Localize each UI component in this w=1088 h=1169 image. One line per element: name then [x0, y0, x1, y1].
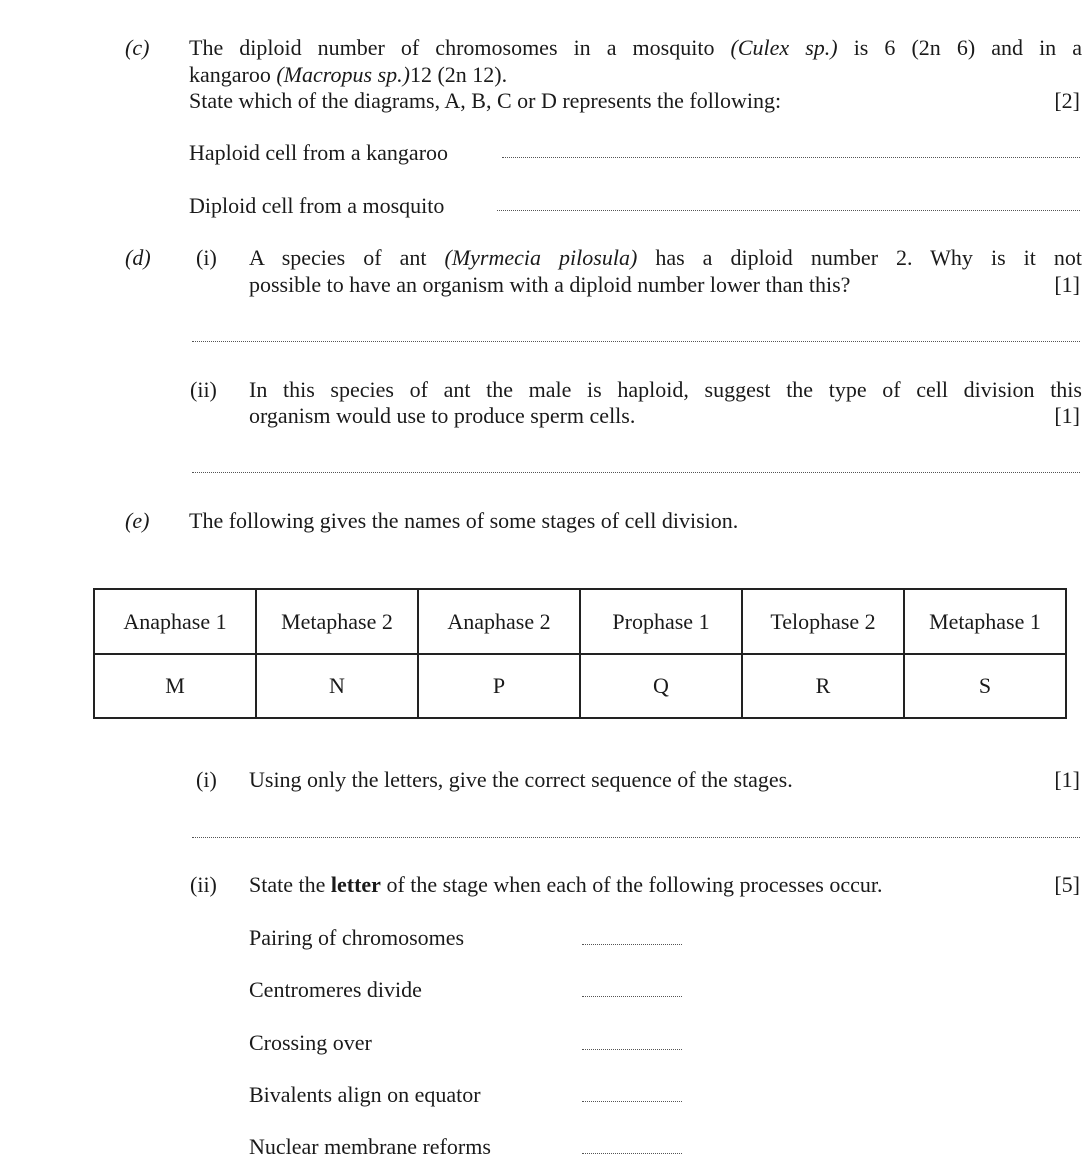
part-e-i-question: Using only the letters, give the correct sequence of the stages. [249, 767, 793, 792]
part-e-ii-number: (ii) [190, 872, 217, 897]
part-e-ii-question: State the letter of the stage when each of the following processes occur. [249, 872, 883, 897]
process-answer-bivalents[interactable] [582, 1101, 682, 1102]
diploid-mosquito-label: Diploid cell from a mosquito [189, 193, 445, 218]
process-label-nuclear-membrane: Nuclear membrane reforms [249, 1134, 491, 1159]
stage-names-row [94, 589, 1066, 654]
process-answer-crossing-over[interactable] [582, 1049, 682, 1050]
process-label-pairing: Pairing of chromosomes [249, 925, 465, 950]
process-answer-pairing[interactable] [582, 944, 682, 945]
stage-name-cell: Anaphase 1 [94, 589, 256, 654]
stage-letter-cell: R [742, 654, 904, 718]
part-d-i-question-line2: possible to have an organism with a diploid number lower than this? [249, 272, 851, 297]
part-e-ii-marks: [5] [1054, 872, 1080, 897]
part-c-instruction: State which of the diagrams, A, B, C or D represents the following: [189, 88, 782, 113]
stage-name-cell: Telophase 2 [742, 589, 904, 654]
stage-letter-cell: Q [580, 654, 742, 718]
stage-letter-cell: S [904, 654, 1066, 718]
part-d-ii-question-line2: organism would use to produce sperm cells. [249, 403, 636, 428]
process-label-centromeres: Centromeres divide [249, 977, 422, 1002]
stage-letter-cell: M [94, 654, 256, 718]
haploid-kangaroo-label: Haploid cell from a kangaroo [189, 140, 449, 165]
stage-name-cell: Metaphase 2 [256, 589, 418, 654]
part-d-ii-number: (ii) [190, 377, 217, 402]
process-answer-nuclear-membrane[interactable] [582, 1153, 682, 1154]
part-e-intro: The following gives the names of some stages of cell division. [189, 508, 739, 533]
part-d-i-number: (i) [196, 245, 217, 270]
part-c-question-line1: The diploid number of chromosomes in a mosquito (Culex sp.) is 6 (2n 6) and in a [189, 35, 1083, 60]
part-e-i-marks: [1] [1054, 767, 1080, 792]
stage-name-cell: Prophase 1 [580, 589, 742, 654]
stage-name-cell: Anaphase 2 [418, 589, 580, 654]
part-d-ii-question-line1: In this species of ant the male is haploid, suggest the type of cell division this [249, 377, 1082, 402]
stage-letter-cell: N [256, 654, 418, 718]
haploid-kangaroo-answer-line[interactable] [502, 157, 1080, 158]
part-d-ii-marks: [1] [1054, 403, 1080, 428]
part-d-i-answer-line[interactable] [192, 341, 1080, 342]
part-e-i-answer-line[interactable] [192, 837, 1080, 838]
part-e-i-number: (i) [196, 767, 217, 792]
part-c-marks: [2] [1054, 88, 1080, 113]
part-d-i-question-line1: A species of ant (Myrmecia pilosula) has a diploid number 2. Why is it not [249, 245, 1083, 270]
process-label-bivalents: Bivalents align on equator [249, 1082, 481, 1107]
stage-letters-row [94, 654, 1066, 718]
process-label-crossing-over: Crossing over [249, 1030, 372, 1055]
stage-letter-cell: P [418, 654, 580, 718]
part-d-ii-answer-line[interactable] [192, 472, 1080, 473]
part-c-question-line2: kangaroo (Macropus sp.)12 (2n 12). [189, 62, 508, 87]
stages-table [93, 588, 1067, 719]
part-e-label: (e) [125, 508, 150, 533]
stage-name-cell: Metaphase 1 [904, 589, 1066, 654]
part-d-label: (d) [125, 245, 151, 270]
diploid-mosquito-answer-line[interactable] [497, 210, 1080, 211]
part-d-i-marks: [1] [1054, 272, 1080, 297]
process-answer-centromeres[interactable] [582, 996, 682, 997]
part-c-label: (c) [125, 35, 150, 60]
